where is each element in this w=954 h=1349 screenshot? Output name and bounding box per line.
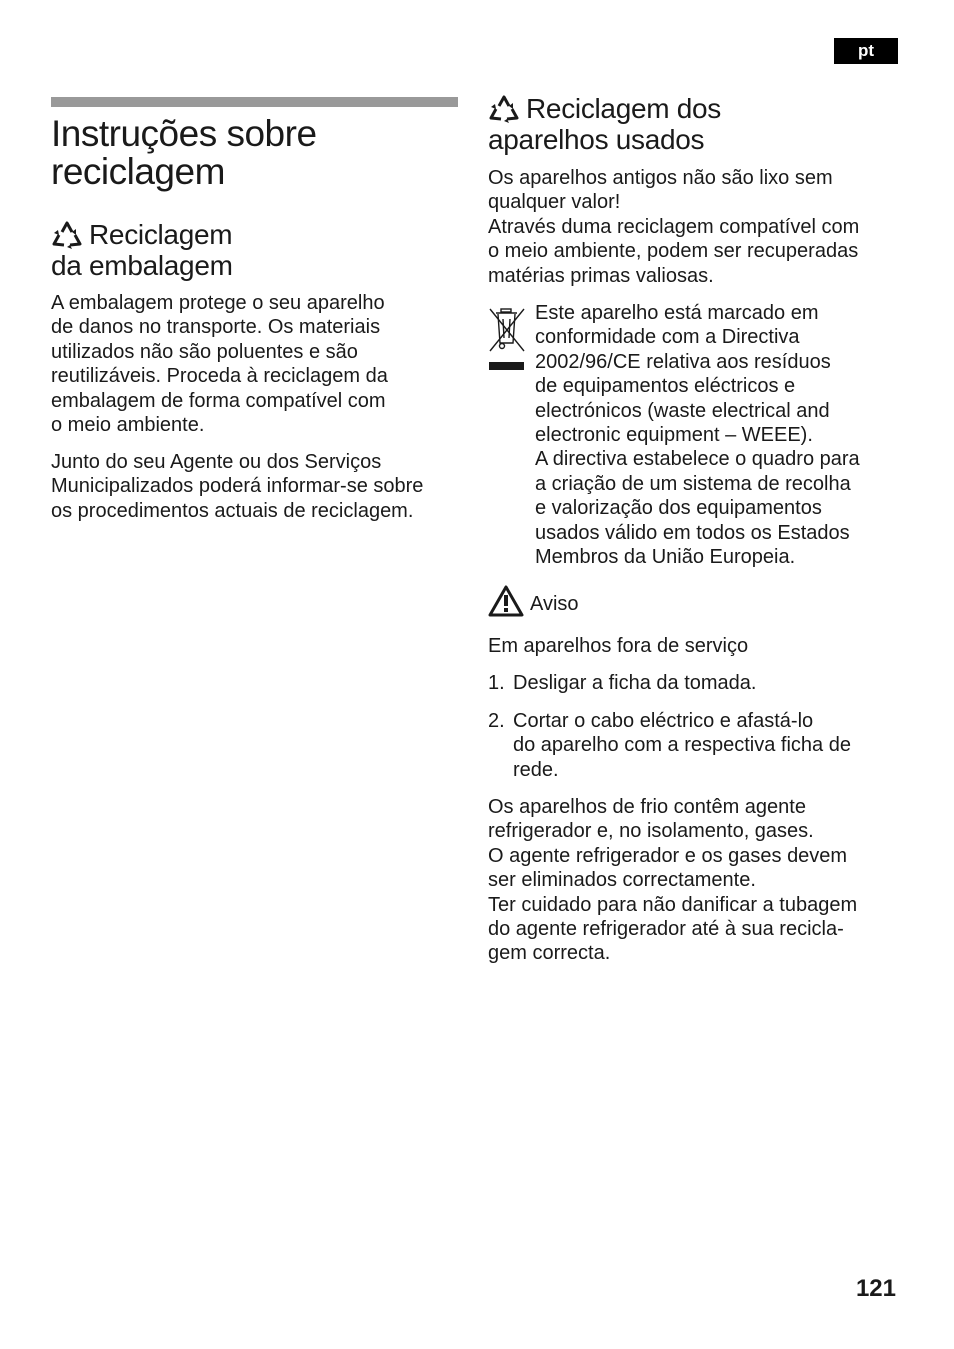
warning-triangle-icon [488,585,524,617]
page-title-line2: reciclagem [51,151,225,192]
packaging-heading-line2: da embalagem [51,250,233,281]
refrigerant-paragraph: Os aparelhos de frio contêm agente refrigerador e, no isolamento, gases. O agente refrigerador e os gases devem ser eliminados correctamente. Ter cuidado para não danificar a tubagem do agente refrigerador até à sua recicla- gem correcta. [488,796,858,965]
old-appliances-heading [488,93,908,155]
page-title-line1: Instruções sobre [51,113,317,154]
packaging-paragraph-2: Junto do seu Agente ou dos Serviços Municipalizados poderá informar-se sobre os procedimentos actuais de reciclagem. [51,451,424,522]
list-item [488,671,908,695]
list-item [488,709,908,782]
old-appliances-intro: Os aparelhos antigos não são lixo sem qualquer valor! Através duma reciclagem compatível com o meio ambiente, podem ser recuperadas matérias primas valiosas. [488,167,860,287]
list-item-text: Cortar o cabo eléctrico e afastá-lo do aparelho com a respectiva ficha de rede. [513,710,851,781]
page-title [51,115,471,191]
weee-marking-text: Este aparelho está marcado em conformidade com a Directiva 2002/96/CE relativa aos resíduos de equipamentos eléctricos e electrónicos (waste electrical and electronic equipment – WEEE). A directiva estabelece o quadro para a criação de um sistema de recolha e valorização dos equipamentos usados válido em todos os Estados Membros da União Europeia. [535,302,860,569]
recycle-icon [488,94,520,124]
warning-heading [488,585,908,617]
language-tag: pt [834,38,898,64]
packaging-heading-line1: Reciclagem [89,219,233,250]
warning-label: Aviso [530,592,579,615]
packaging-paragraph-1: A embalagem protege o seu aparelho de danos no transporte. Os materiais utilizados não são poluentes e são reutilizáveis. Proceda à reciclagem da embalagem de forma compatível com o meio ambiente. [51,292,388,437]
page-number: 121 [855,1275,896,1302]
list-item-number: 2. [488,710,505,732]
recycle-icon [51,220,83,250]
section-rule [51,97,458,107]
packaging-heading [51,219,466,281]
old-appliances-heading-line2: aparelhos usados [488,124,705,155]
list-item-text: Desligar a ficha da tomada. [513,672,757,694]
crossed-out-wheeled-bin-icon [488,305,526,371]
warning-intro: Em aparelhos fora de serviço [488,635,749,657]
list-item-number: 1. [488,672,505,694]
old-appliances-heading-line1: Reciclagem dos [526,93,721,124]
